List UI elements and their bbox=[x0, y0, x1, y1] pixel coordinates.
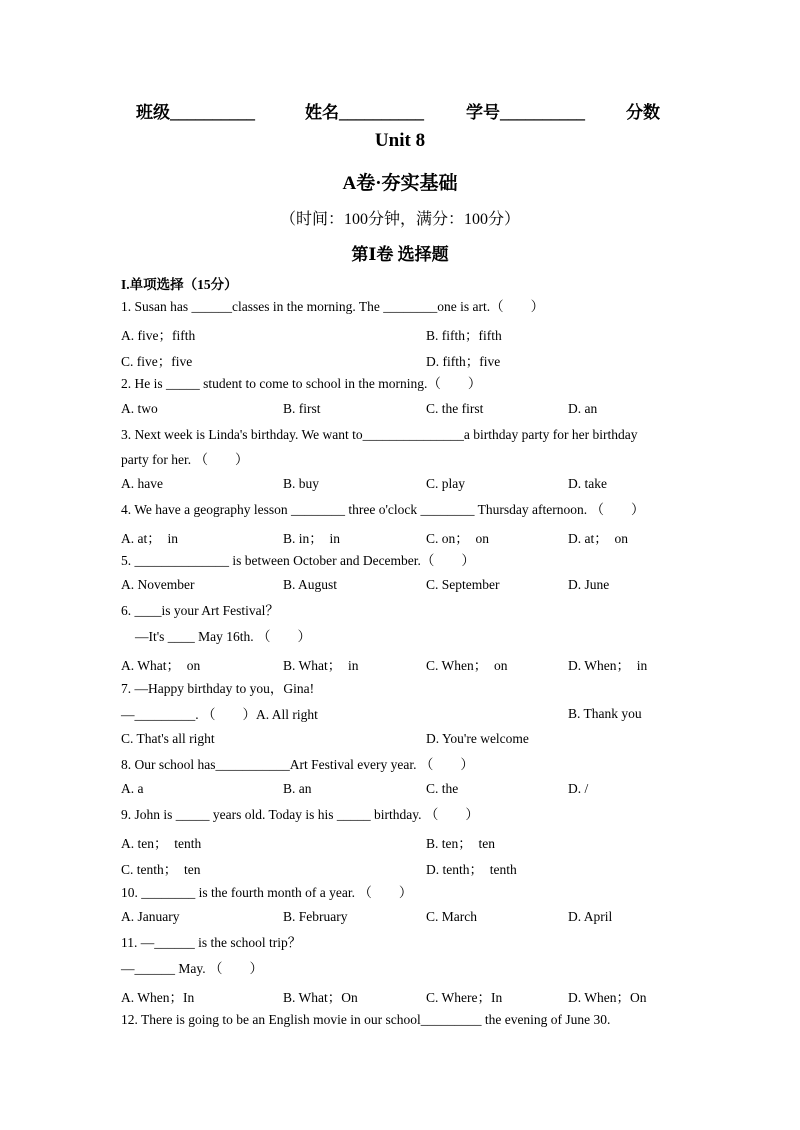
name-field: 姓名__________ bbox=[305, 103, 424, 122]
question-5-stem: 5. ______________ is between October and December.（ ） bbox=[121, 553, 475, 568]
volume-title: 第Ⅰ卷 选择题 bbox=[351, 245, 449, 264]
question-7-option-c: C. That's all right bbox=[121, 731, 215, 746]
question-2-option-b: B. first bbox=[283, 401, 321, 416]
section-title: A卷·夯实基础 bbox=[342, 173, 458, 194]
question-3-option-d: D. take bbox=[568, 476, 607, 491]
question-11-option-c: C. Where；In bbox=[426, 990, 503, 1005]
question-6-option-c: C. When； on bbox=[426, 658, 508, 673]
student-id-field: 学号__________ bbox=[466, 103, 585, 122]
question-4-option-d: D. at； on bbox=[568, 531, 628, 546]
question-7-option-d: D. You're welcome bbox=[426, 731, 529, 746]
question-5-option-a: A. November bbox=[121, 577, 195, 592]
question-8-option-a: A. a bbox=[121, 781, 144, 796]
question-5-option-d: D. June bbox=[568, 577, 610, 592]
question-8-option-d: D. / bbox=[568, 781, 589, 796]
question-6-option-a: A. What； on bbox=[121, 658, 201, 673]
question-9-option-b: B. ten； ten bbox=[426, 836, 495, 851]
question-9-stem: 9. John is _____ years old. Today is his _____ birthday. （ ） bbox=[121, 807, 479, 822]
question-6-option-d: D. When； in bbox=[568, 658, 648, 673]
question-11-option-a: A. When；In bbox=[121, 990, 195, 1005]
question-3-option-b: B. buy bbox=[283, 476, 320, 491]
question-8-option-b: B. an bbox=[283, 781, 312, 796]
question-7-option-b: B. Thank you bbox=[568, 706, 642, 721]
question-11-stem: 11. —______ is the school trip？ bbox=[121, 935, 302, 950]
question-10-option-d: D. April bbox=[568, 909, 613, 924]
score-field: 分数 bbox=[626, 103, 660, 122]
question-1-option-d: D. fifth；five bbox=[426, 354, 501, 369]
question-10-option-a: A. January bbox=[121, 909, 180, 924]
question-1-option-b: B. fifth；fifth bbox=[426, 328, 502, 343]
question-8-stem: 8. Our school has___________Art Festival every year. （ ） bbox=[121, 757, 474, 772]
question-7-stem: 7. —Happy birthday to you，Gina! bbox=[121, 681, 315, 696]
class-field: 班级__________ bbox=[136, 103, 255, 122]
question-2-option-a: A. two bbox=[121, 401, 158, 416]
question-2-option-d: D. an bbox=[568, 401, 598, 416]
question-2-stem: 2. He is _____ student to come to school in the morning.（ ） bbox=[121, 376, 482, 391]
question-1-option-c: C. five；five bbox=[121, 354, 193, 369]
part-heading: I.单项选择（15分） bbox=[121, 277, 238, 292]
question-11-option-b: B. What；On bbox=[283, 990, 358, 1005]
question-8-option-c: C. the bbox=[426, 781, 459, 796]
question-3-stem-continued: party for her. （ ） bbox=[121, 452, 249, 467]
question-10-option-c: C. March bbox=[426, 909, 477, 924]
question-3-stem: 3. Next week is Linda's birthday. We want to_______________a birthday party for her birthday bbox=[121, 427, 638, 442]
question-9-option-a: A. ten； tenth bbox=[121, 836, 202, 851]
question-4-option-c: C. on； on bbox=[426, 531, 490, 546]
question-6-stem-continued: —It's ____ May 16th. （ ） bbox=[135, 629, 312, 644]
question-11-option-d: D. When；On bbox=[568, 990, 647, 1005]
question-4-option-a: A. at； in bbox=[121, 531, 178, 546]
question-5-option-c: C. September bbox=[426, 577, 500, 592]
question-1-stem: 1. Susan has ______classes in the morning. The ________one is art.（ ） bbox=[121, 299, 545, 314]
question-9-option-d: D. tenth； tenth bbox=[426, 862, 517, 877]
question-7-stem-continued: —_________. （ ）A. All right bbox=[121, 707, 318, 722]
question-4-stem: 4. We have a geography lesson ________ three o'clock ________ Thursday afternoon. （ ） bbox=[121, 502, 645, 517]
question-2-option-c: C. the first bbox=[426, 401, 484, 416]
time-info: （时间：100分钟，满分：100分） bbox=[279, 211, 520, 228]
question-11-stem-continued: —______ May. （ ） bbox=[121, 961, 263, 976]
question-12-stem: 12. There is going to be an English movie in our school_________ the evening of June 30. bbox=[121, 1012, 611, 1027]
question-5-option-b: B. August bbox=[283, 577, 338, 592]
question-3-option-c: C. play bbox=[426, 476, 465, 491]
question-9-option-c: C. tenth； ten bbox=[121, 862, 201, 877]
question-10-stem: 10. ________ is the fourth month of a year. （ ） bbox=[121, 885, 413, 900]
unit-title: Unit 8 bbox=[374, 130, 426, 151]
question-1-option-a: A. five；fifth bbox=[121, 328, 196, 343]
question-6-option-b: B. What； in bbox=[283, 658, 359, 673]
question-4-option-b: B. in； in bbox=[283, 531, 341, 546]
question-6-stem: 6. ____is your Art Festival？ bbox=[121, 603, 279, 618]
question-3-option-a: A. have bbox=[121, 476, 163, 491]
question-10-option-b: B. February bbox=[283, 909, 348, 924]
